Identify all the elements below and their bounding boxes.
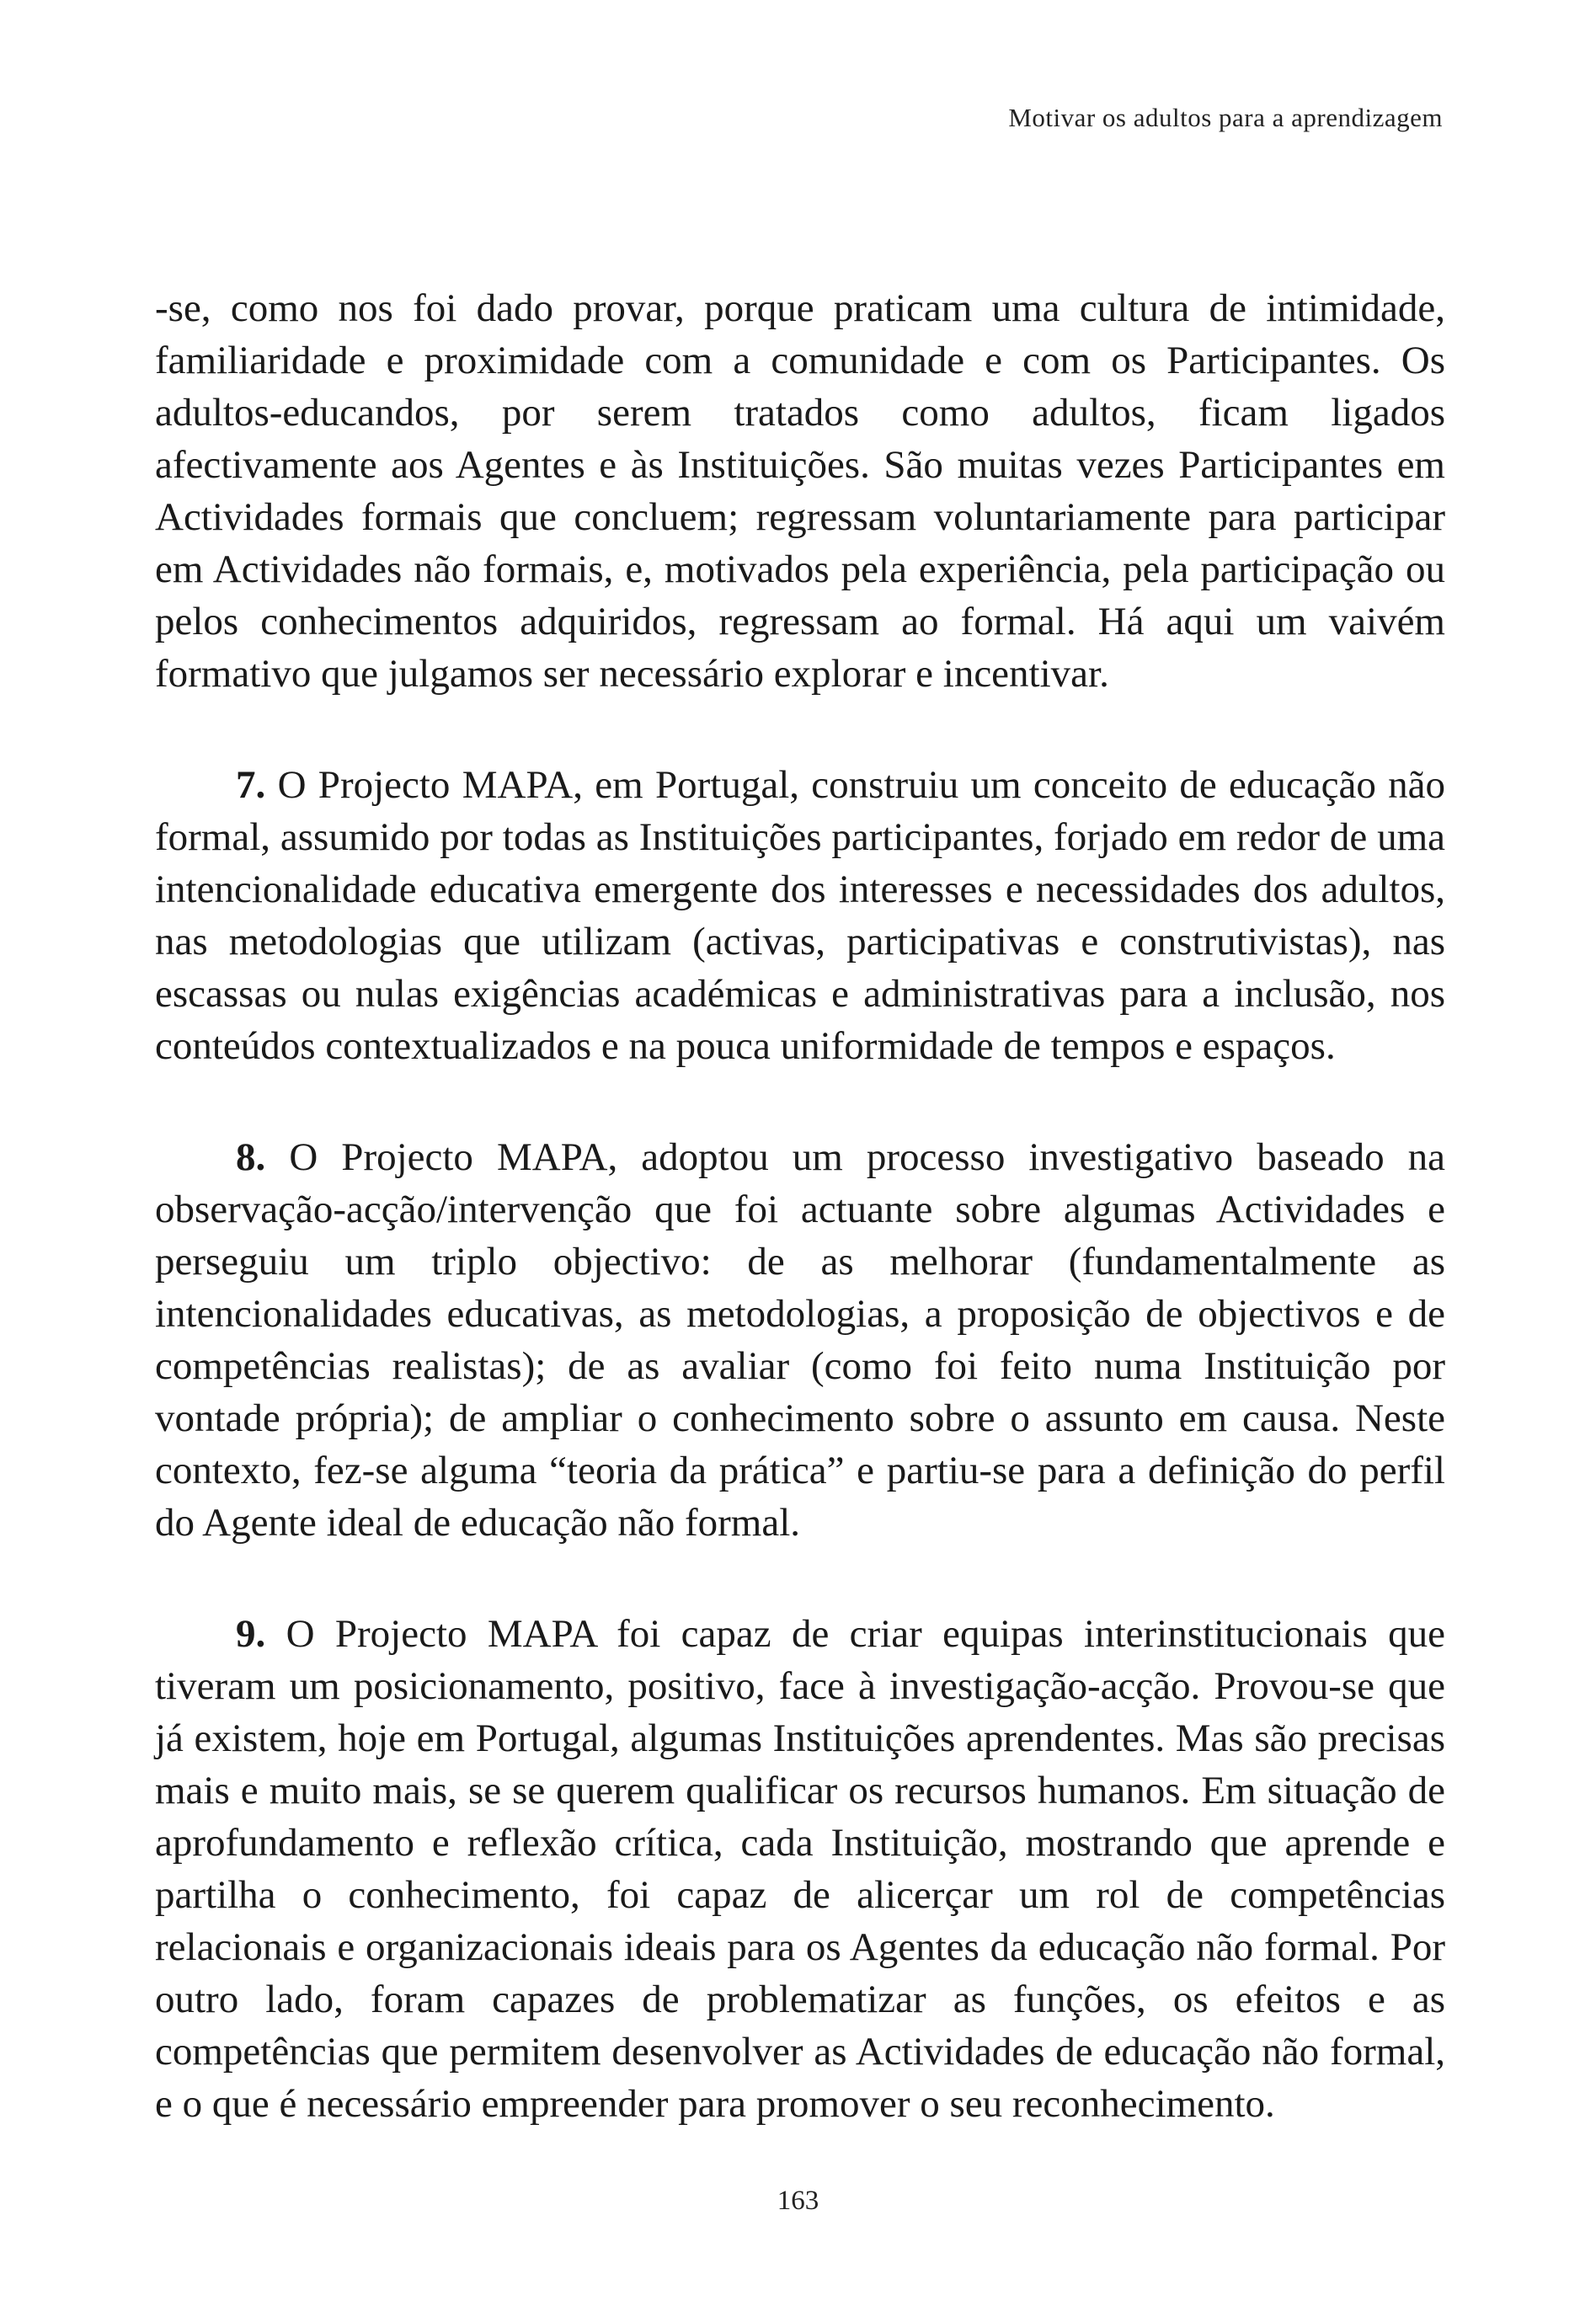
paragraph-7: [155, 759, 1445, 1072]
paragraph-9: [155, 1608, 1445, 2130]
page-number: 163: [777, 2186, 819, 2216]
paragraph-number: 9.: [236, 1612, 266, 1656]
running-header: Motivar os adultos para a aprendizagem: [1008, 103, 1443, 132]
paragraph-text: O Projecto MAPA, adoptou um processo investigativo baseado na observação-acção/intervenção que foi actuante sobre algumas Actividades e perseguiu um triplo objectivo: de as melhorar (fundamentalmente as intencionalidades educativas, as metodologias, a proposição de objectivos e de competências realistas); de as avaliar (como foi feito numa Instituição por vontade própria); de ampliar o conhecimento sobre o assunto em causa. Neste contexto, fez-se alguma “teoria da prática” e partiu-se para a definição do perfil do Agente ideal de educação não formal.: [155, 1135, 1446, 1545]
paragraph-continuation: [155, 282, 1445, 700]
paragraph-8: [155, 1131, 1445, 1549]
page-body: [155, 282, 1445, 2189]
paragraph-number: 8.: [236, 1135, 266, 1179]
paragraph-text: -se, como nos foi dado provar, porque praticam uma cultura de intimidade, familiaridade e proximidade com a comunidade e com os Participantes. Os adultos-educandos, por serem tratados como adultos, ficam ligados afectivamente aos Agentes e às Instituições. São muitas vezes Participantes em Actividades formais que concluem; regressam voluntariamente para participar em Actividades não formais, e, motivados pela experiência, pela participação ou pelos conhecimentos adquiridos, regressam ao formal. Há aqui um vaivém formativo que julgamos ser necessário explorar e incentivar.: [155, 286, 1445, 696]
paragraph-text: O Projecto MAPA foi capaz de criar equipas interinstitucionais que tiveram um posicionamento, positivo, face à investigação-acção. Provou-se que já existem, hoje em Portugal, algumas Instituições aprendentes. Mas são precisas mais e muito mais, se se querem qualificar os recursos humanos. Em situação de aprofundamento e reflexão crítica, cada Instituição, mostrando que aprende e partilha o conhecimento, foi capaz de alicerçar um rol de competências relacionais e organizacionais ideais para os Agentes da educação não formal. Por outro lado, foram capazes de problematizar as funções, os efeitos e as competências que permitem desenvolver as Actividades de educação não formal, e o que é necessário empreender para promover o seu reconhecimento.: [155, 1612, 1446, 2126]
paragraph-text: O Projecto MAPA, em Portugal, construiu um conceito de educação não formal, assumido por todas as Instituições participantes, forjado em redor de uma intencionalidade educativa emergente dos interesses e necessidades dos adultos, nas metodologias que utilizam (activas, participativas e construtivistas), nas escassas ou nulas exigências académicas e administrativas para a inclusão, nos conteúdos contextualizados e na pouca uniformidade de tempos e espaços.: [155, 763, 1446, 1068]
paragraph-number: 7.: [236, 763, 266, 807]
